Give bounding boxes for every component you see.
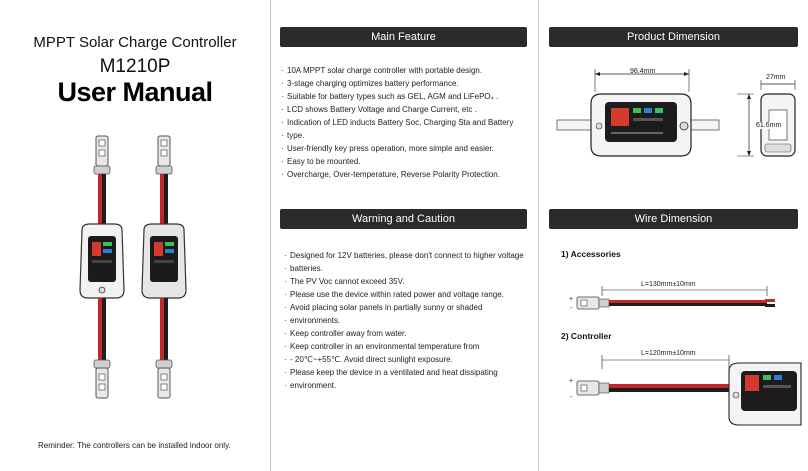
- feature-item: · LCD shows Battery Voltage and Charge Current, etc .: [281, 103, 531, 116]
- warning-header: Warning and Caution: [280, 209, 527, 229]
- feature-item: · Easy to be mounted.: [281, 155, 531, 168]
- warning-item: · Avoid placing solar panels in partially sunny or shaded: [284, 301, 534, 314]
- accessories-minus-sign: -: [570, 305, 573, 312]
- accessories-label: 1) Accessories: [561, 249, 621, 259]
- main-feature-header: Main Feature: [280, 27, 527, 47]
- install-reminder: Reminder: The controllers can be installed indoor only.: [38, 441, 231, 450]
- width-dimension-label: 96.4mm: [630, 68, 656, 75]
- controller-wire-drawing: [539, 355, 808, 445]
- accessories-length-label: L=130mm±10mm: [641, 281, 696, 288]
- warning-item: · Keep controller away from water.: [284, 327, 534, 340]
- wire-dimension-header: Wire Dimension: [549, 209, 798, 229]
- warning-item-continued: · environments.: [284, 314, 534, 327]
- feature-item: · 10A MPPT solar charge controller with portable design.: [281, 64, 531, 77]
- cover-user-manual: User Manual: [57, 77, 213, 107]
- features-panel: [271, 0, 538, 471]
- warning-item: · Designed for 12V batteries, please don't connect to higher voltage: [284, 249, 534, 262]
- controller-unit-front: [80, 136, 124, 398]
- accessories-plus-sign: +: [569, 296, 574, 303]
- depth-dimension-label: 27mm: [766, 74, 786, 81]
- product-dimension-header: Product Dimension: [549, 27, 798, 47]
- controller-unit-angled: [142, 136, 186, 398]
- accessories-wire-drawing: [539, 286, 808, 326]
- feature-item: · Overcharge, Over-temperature, Reverse Polarity Protection.: [281, 168, 531, 181]
- warning-item-continued: · - 20℃~+55℃. Avoid direct sunlight exposure.: [284, 353, 534, 366]
- cover-title-line1: MPPT Solar Charge Controller: [33, 34, 237, 51]
- height-dimension-label: 61.6mm: [756, 122, 782, 129]
- warning-item: · Keep controller in an environmental temperature from: [284, 340, 534, 353]
- warning-item-continued: · environment.: [284, 379, 534, 392]
- feature-item-continued: · type.: [281, 129, 531, 142]
- feature-item: · Suitable for battery types such as GEL, AGM and LiFePO₄ .: [281, 90, 531, 103]
- warning-item: · Please keep the device in a ventilated and heat dissipating: [284, 366, 534, 379]
- controller-plus-sign: +: [569, 378, 574, 385]
- main-feature-list: [281, 64, 531, 181]
- controller-length-label: L=120mm±10mm: [641, 350, 696, 357]
- warning-item: · The PV Voc cannot exceed 35V.: [284, 275, 534, 288]
- warning-item-continued: · batteries.: [284, 262, 534, 275]
- cover-model-number: M1210P: [99, 56, 171, 77]
- controller-pair-illustration: [0, 120, 270, 420]
- controller-wire-label: 2) Controller: [561, 331, 612, 341]
- feature-item: · User-friendly key press operation, more simple and easier.: [281, 142, 531, 155]
- dimensions-panel: [539, 0, 808, 471]
- warning-list: [284, 249, 534, 392]
- warning-item: · Please use the device within rated power and voltage range.: [284, 288, 534, 301]
- feature-item: · Indication of LED inducts Battery Soc, Charging Sta and Battery: [281, 116, 531, 129]
- feature-item: · 3-stage charging optimizes battery performance.: [281, 77, 531, 90]
- controller-minus-sign: -: [570, 394, 573, 401]
- cover-panel: [0, 0, 270, 471]
